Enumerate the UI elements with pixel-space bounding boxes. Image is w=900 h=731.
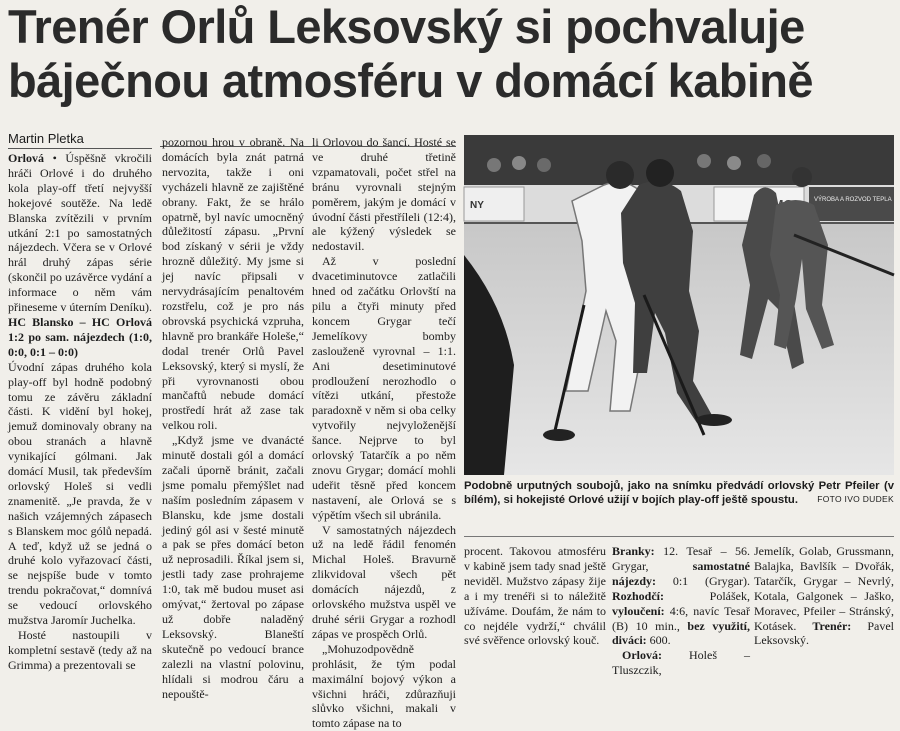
article-column-2 (162, 135, 304, 701)
coach-label: Trenér: (812, 618, 852, 633)
stat-value: Polášek, (664, 588, 750, 603)
match-score-heading: HC Blansko – HC Orlová 1:2 po sam. nájezdech (1:0, 0:0, 0:1 – 0:0) (8, 314, 152, 359)
paragraph: Až v poslední dvacetiminutovce zatlačili hned od začátku Orlovští na pilu a čtyři minuty před koncem Grygar tečí Jemelíkovy bomby zaslouženě vyrovnal – 1:1. Ani desetiminutové prodloužení nerozhodlo o vítězi utkání, přestože paradoxně v něm si oba celky vytvořily nejvyloženější šance. Nejprve to byl orlovský Tatarčík a po něm znovu Grygar; domácí mohli udeřit těsně před koncem nastavení, ale Orlová se s výpětím všech sil ubránila. (312, 254, 456, 522)
lineup (612, 648, 750, 678)
paragraph: „Mohuzodpovědně prohlásit, že tým podal maximální bojový výkon a všichni hráči, zdůrazňuji slůvko všichni, makali v tomto zápase na to (312, 641, 456, 731)
lineup-continued (754, 544, 894, 648)
article-column-3 (312, 135, 456, 731)
stat-value: 4:6, navíc Tesař (B) 10 min., (612, 603, 750, 633)
lineup-column (754, 544, 894, 648)
hockey-photo (464, 135, 894, 475)
paragraph: V samostatných nájezdech už na ledě řádil fenomén Michal Holeš. Bravurně zlikvidoval všech pět domácích nájezdů, z orlovského mužstva uspěl ve druhé sérii Grygar a rozhodl zápas ve prospěch Orlů. (312, 522, 456, 641)
lead-place: Orlová (8, 151, 44, 165)
stat-value: 12. Tesař – 56. Grygar, (612, 544, 750, 573)
stat-value: 600. (646, 633, 671, 648)
article-column-4 (464, 544, 606, 648)
author-byline: Martin Pletka (8, 131, 152, 149)
lineup-names: Jemelík, Golab, Grussmann, Balajka, Bavlšík – Dvořák, Tatarčík, Grygar – Nevrlý, Kotala, Galgonek – Jaško, Moravec, Pfeiler – Stránský, Kotásek. (754, 544, 894, 633)
stat-label: diváci: (612, 633, 647, 648)
paragraph: Hosté nastoupili v kompletní sestavě (tedy až na Grimma) a prezentovali se (8, 628, 152, 672)
stat-label: Rozhodčí: (612, 588, 664, 603)
paragraph: pozornou hrou v obraně. Na domácích byla znát patrná nervozita, takže i oni vycházeli hlavně ze zajištěné obrany. Fakt, že se hrálo opatrně, byl navíc umocněný důležitostí zápasu. „První bod získaný v sérii je vždy hrozně důležitý. My jsme si jej navíc připsali v nervydrásajícím penaltovém rozstřelu, což je pro nás obrovská psychická vzpruha, hlavně pro brankáře Holeše,“ dodal trenér Orlů Pavel Leksovský, který si myslí, že při vyrovnanosti obou mančaftů nebude domácí prostředí hrát až zase tak velkou roli. (162, 135, 304, 433)
lineup-label: Orlová: (622, 648, 662, 663)
lineup-value: Holeš – Tluszczik, (612, 648, 750, 678)
match-stats (612, 544, 750, 648)
paragraph: „Když jsme ve dvanácté minutě dostali gól a domácí začali úporně bránit, začali jsme pomalu přemýšlet nad naším posledním zápasem v Blansku, kde jsme dostali jediný gól asi v šesté minutě a pak se přes domácí beton už neprosadili. Říkal jsem si, jestli tady zase prohrajeme 1:0, tak mě budou muset asi omývat,“ žertoval po zápase už dobře naladěný Leksovský. Blaneští skutečně po vedoucí brance zalezli na vlastní polovinu, hlídali si modrou čáru a nepouště- (162, 433, 304, 701)
stat-label: vyloučení: (612, 603, 665, 618)
article-column-1 (8, 151, 152, 672)
coach-name: Pavel Leksovský. (754, 618, 894, 648)
headline (8, 0, 892, 108)
caption-divider (464, 536, 894, 537)
lead-paragraph (8, 151, 152, 315)
photo-caption: Podobně urputných soubojů, jako na snímku předvádí orlovský Petr Pfeiler (v bílém), si hokejisté Orlové užijí v bojích play-off ještě spoustu. (464, 480, 894, 506)
board-text-right: VÝROBA A ROZVOD TEPLA (814, 197, 892, 203)
stat-label: samostatné nájezdy: (612, 558, 750, 588)
photo-credit: FOTO IVO DUDEK (814, 494, 894, 504)
hockey-photo-graphic (464, 135, 894, 475)
stat-label: Branky: (612, 544, 655, 558)
stat-label: bez využití, (687, 618, 750, 633)
stat-value: 0:1 (Grygar). (656, 573, 750, 588)
paragraph: procent. Takovou atmosféru v kabině jsem tady snad ještě neviděl. Mužstvo zápasy žije a i my trenéři si to náležitě užíváme. Doufám, že nám to co nejdéle vydrží,“ chválil své svěřence orlovský kouč. (464, 544, 606, 648)
stats-column (612, 544, 750, 678)
headline-line-2: báječnou atmosféru v domácí kabině (8, 54, 813, 107)
lead-text: • Úspěšně vkročili hráči Orlové i do druhého kola play-off třetí nejvyšší hokejové soutěže. Na ledě Blanska zvítězili v prvním utkání 2:1 po samostatných nájezdech. Včera se v Orlové hrál druhý zápas série (skončil po uzávěrce vydání a informace o něm vám přineseme v úterním Deníku). (8, 151, 152, 315)
paragraph: li Orlovou do šancí. Hosté se ve druhé třetině vzpamatovali, počet střel na bránu vyrovnali stejným poměrem, jakým je domácí v úvodní části přestříleli (12:4), ale kýžený výsledek se nedostavil. (312, 135, 456, 254)
board-text-left: NY (470, 200, 484, 211)
headline-line-1: Trenér Orlů Leksovský si pochvaluje (8, 0, 805, 53)
paragraph: Úvodní zápas druhého kola play-off byl hodně podobný tomu ze závěru základní části. K vidění byl hokej, jemuž dominovaly obrany na obou stranách a hlavně vynikající gólmani. Jak domácí Musil, tak především orlovský Holeš si vedli znamenitě. „Je pravda, že v našich vzájemných zápasech s Blanskem moc gólů nepadá. A teď, když už se jedná o druhé kolo vyřazovací části, se nejspíše bude v tomto trendu pokračovat,“ domnívá se vedoucí orlovského mužstva Jaromír Juchelka. (8, 359, 152, 628)
